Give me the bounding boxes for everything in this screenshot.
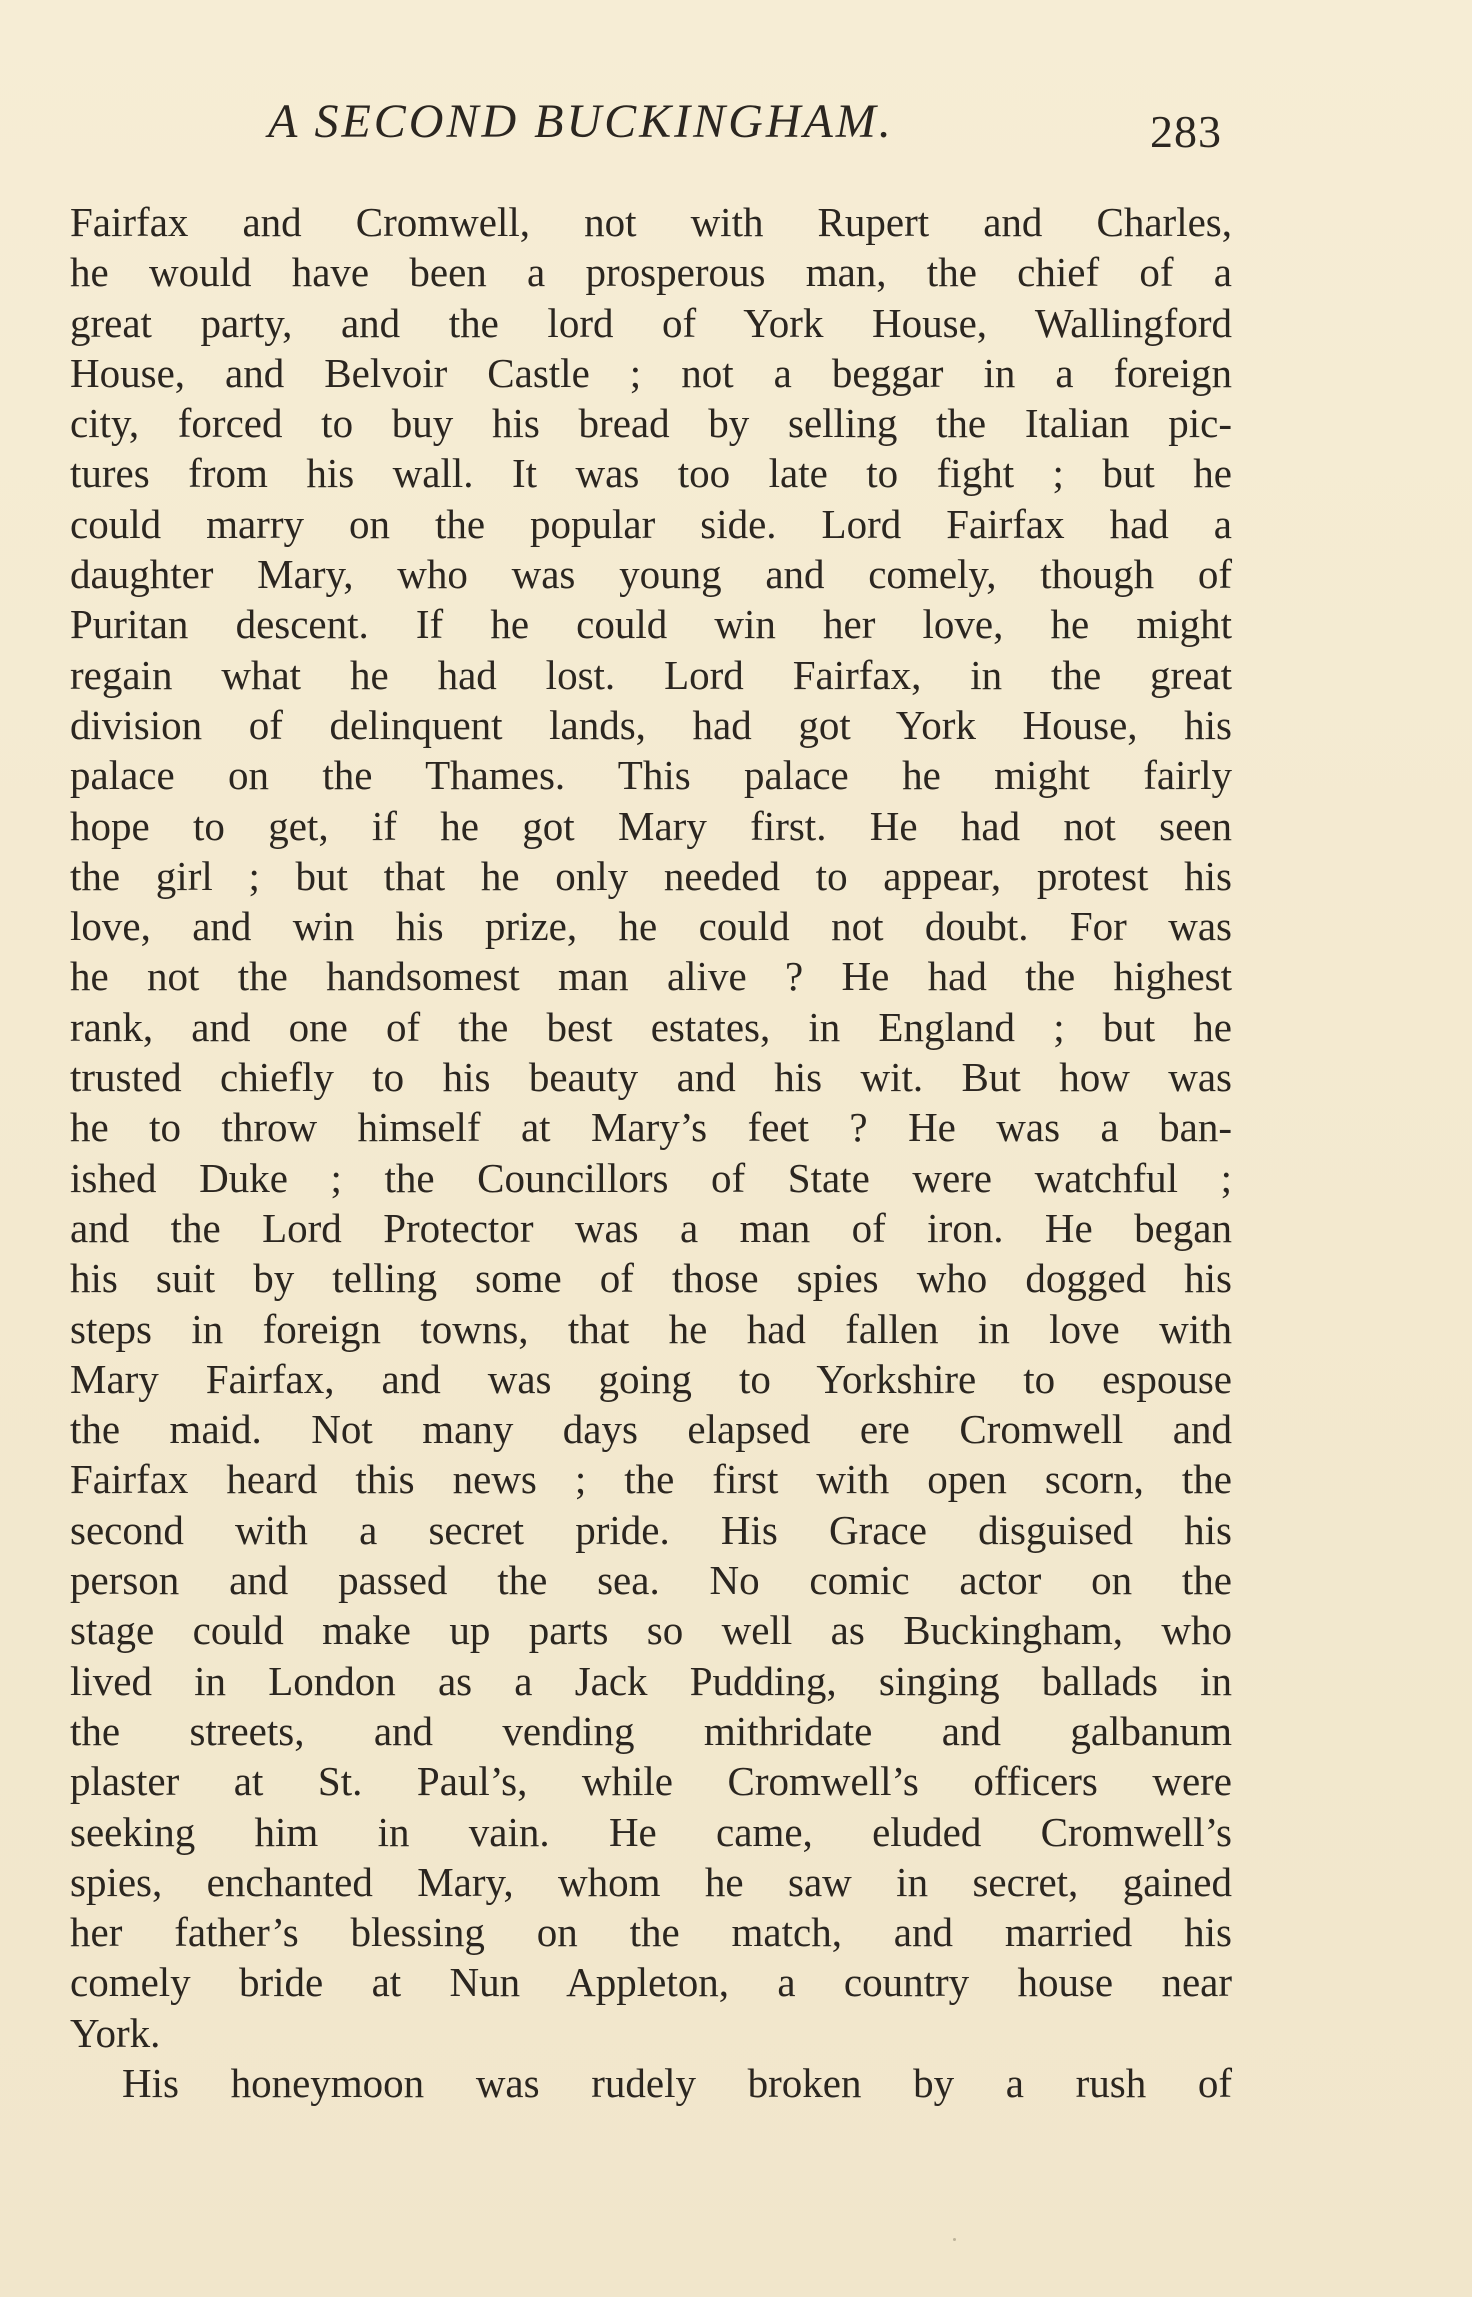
text-line: Puritan descent. If he could win her love, he might <box>70 601 1232 648</box>
text-line: regain what he had lost. Lord Fairfax, in the great <box>70 651 1232 698</box>
text-line: the maid. Not many days elapsed ere Cromwell and <box>70 1406 1232 1453</box>
text-line: could marry on the popular side. Lord Fairfax had a <box>70 500 1232 547</box>
text-line: second with a secret pride. His Grace disguised his <box>70 1506 1232 1553</box>
text-line: and the Lord Protector was a man of iron. He began <box>70 1204 1232 1251</box>
text-line: lived in London as a Jack Pudding, singing ballads in <box>70 1657 1232 1704</box>
text-line: her father’s blessing on the match, and married his <box>70 1909 1232 1956</box>
text-line: spies, enchanted Mary, whom he saw in secret, gained <box>70 1858 1232 1905</box>
text-line: tures from his wall. It was too late to fight ; but he <box>70 450 1232 497</box>
text-line: the streets, and vending mithridate and galbanum <box>70 1707 1232 1754</box>
text-line: steps in foreign towns, that he had fallen in love with <box>70 1305 1232 1352</box>
text-line: daughter Mary, who was young and comely, though of <box>70 551 1232 598</box>
text-line: rank, and one of the best estates, in England ; but he <box>70 1003 1232 1050</box>
text-line: House, and Belvoir Castle ; not a beggar in a foreign <box>70 349 1232 396</box>
text-line: he to throw himself at Mary’s feet ? He was a ban- <box>70 1104 1232 1151</box>
paragraph-end-line: York. <box>70 2009 161 2056</box>
text-line: stage could make up parts so well as Buckingham, who <box>70 1607 1232 1654</box>
paragraph-start-line: His honeymoon was rudely broken by a rush of <box>122 2059 1232 2106</box>
body-text <box>70 197 1232 2108</box>
page-number: 283 <box>1150 106 1222 157</box>
text-line: division of delinquent lands, had got York House, his <box>70 701 1232 748</box>
text-line: trusted chiefly to his beauty and his wit. But how was <box>70 1054 1232 1101</box>
text-line: hope to get, if he got Mary first. He had not seen <box>70 802 1232 849</box>
text-line: his suit by telling some of those spies who dogged his <box>70 1255 1232 1302</box>
text-line: seeking him in vain. He came, eluded Cromwell’s <box>70 1808 1232 1855</box>
text-line: city, forced to buy his bread by selling the Italian pic- <box>70 400 1232 447</box>
text-line: person and passed the sea. No comic actor on the <box>70 1557 1232 1604</box>
text-line: the girl ; but that he only needed to appear, protest his <box>70 852 1232 899</box>
running-title: A SECOND BUCKINGHAM. <box>268 95 894 148</box>
text-line: he would have been a prosperous man, the chief of a <box>70 249 1232 296</box>
paper-speck <box>953 2238 956 2241</box>
text-line: Fairfax heard this news ; the first with open scorn, the <box>70 1456 1232 1503</box>
text-line: Mary Fairfax, and was going to Yorkshire to espouse <box>70 1355 1232 1402</box>
running-head <box>0 92 1472 157</box>
text-line: plaster at St. Paul’s, while Cromwell’s officers were <box>70 1758 1232 1805</box>
text-line: palace on the Thames. This palace he might fairly <box>70 752 1232 799</box>
text-line: comely bride at Nun Appleton, a country house near <box>70 1959 1232 2006</box>
text-line: Fairfax and Cromwell, not with Rupert and Charles, <box>70 199 1232 245</box>
text-line: ished Duke ; the Councillors of State were watchful ; <box>70 1154 1232 1201</box>
text-line: he not the handsomest man alive ? He had the highest <box>70 953 1232 1000</box>
text-line: love, and win his prize, he could not doubt. For was <box>70 903 1232 950</box>
text-line: great party, and the lord of York House, Wallingford <box>70 299 1232 346</box>
